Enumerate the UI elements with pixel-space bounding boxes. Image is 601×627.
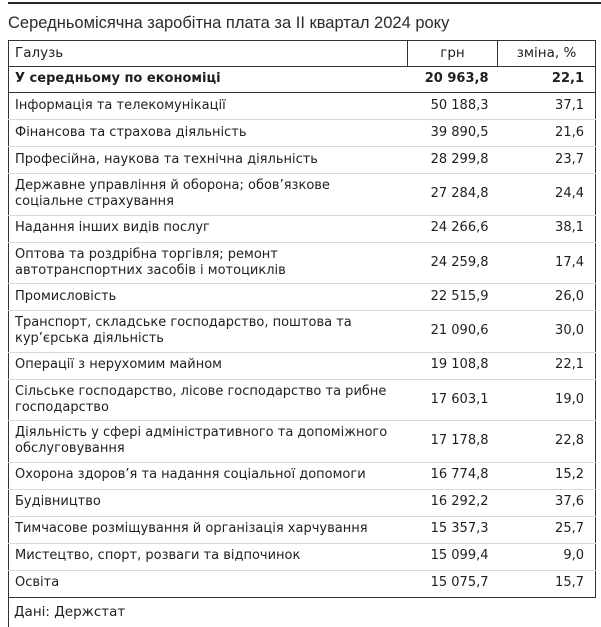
row-change: 24,4	[498, 174, 596, 216]
row-uah: 16 292,2	[408, 489, 498, 516]
row-change: 17,4	[498, 242, 596, 284]
row-uah: 15 099,4	[408, 543, 498, 570]
row-uah: 50 188,3	[430, 97, 489, 113]
column-header-change: зміна, %	[498, 41, 596, 67]
table-row	[9, 242, 596, 284]
row-uah: 22 515,9	[408, 284, 498, 311]
table-row	[9, 462, 596, 489]
table-header	[9, 41, 596, 67]
row-uah: 21 090,6	[408, 311, 498, 353]
row-change: 19,0	[498, 379, 596, 421]
table-row	[9, 352, 596, 379]
row-label: Інформація та телекомунікації	[15, 97, 226, 113]
row-change: 15,7	[498, 570, 596, 597]
row-uah: 15 357,3	[408, 516, 498, 543]
source-note: Дані: Держстат	[8, 598, 601, 627]
row-label: Охорона здоров’я та надання соціальної допомоги	[9, 462, 408, 489]
row-label: Професійна, наукова та технічна діяльність	[9, 147, 408, 174]
row-label: Тимчасове розміщування й організація харчування	[9, 516, 408, 543]
table-row	[9, 120, 596, 147]
row-uah: 39 890,5	[408, 120, 498, 147]
row-uah: 19 108,8	[408, 352, 498, 379]
table-row	[9, 570, 596, 597]
row-uah: 17 178,8	[408, 421, 498, 463]
row-uah: 24 266,6	[408, 215, 498, 242]
row-change: 30,0	[498, 311, 596, 353]
table-row	[9, 93, 596, 120]
row-label: Сільське господарство, лісове господарство та рибне господарство	[9, 379, 408, 421]
row-label: Операції з нерухомим майном	[9, 352, 408, 379]
summary-label: У середньому по економіці	[9, 67, 408, 93]
row-uah: 24 259,8	[408, 242, 498, 284]
salary-table	[8, 40, 596, 598]
row-label: Мистецтво, спорт, розваги та відпочинок	[9, 543, 408, 570]
row-change: 37,1	[555, 97, 584, 113]
column-header-industry: Галузь	[9, 41, 408, 67]
summary-uah: 20 963,8	[408, 67, 498, 93]
row-uah: 15 075,7	[408, 570, 498, 597]
column-header-uah: грн	[408, 41, 498, 67]
table-row	[9, 284, 596, 311]
row-label: Освіта	[9, 570, 408, 597]
summary-row	[9, 67, 596, 93]
row-change: 26,0	[498, 284, 596, 311]
table-row	[9, 489, 596, 516]
row-change: 15,2	[498, 462, 596, 489]
row-change: 9,0	[498, 543, 596, 570]
row-change: 22,8	[498, 421, 596, 463]
row-uah: 27 284,8	[408, 174, 498, 216]
row-label: Державне управління й оборона; обов’язкове соціальне страхування	[9, 174, 408, 216]
table-row	[9, 421, 596, 463]
row-uah: 16 774,8	[408, 462, 498, 489]
table-row	[9, 516, 596, 543]
table-row	[9, 147, 596, 174]
row-change: 25,7	[498, 516, 596, 543]
row-change: 37,6	[498, 489, 596, 516]
table-row	[9, 174, 596, 216]
row-change: 21,6	[498, 120, 596, 147]
table-row	[9, 311, 596, 353]
row-uah: 17 603,1	[408, 379, 498, 421]
row-uah: 28 299,8	[408, 147, 498, 174]
row-label: Промисловість	[9, 284, 408, 311]
top-divider	[8, 2, 601, 4]
row-label: Оптова та роздрібна торгівля; ремонт автотранспортних засобів і мотоциклів	[9, 242, 408, 284]
row-label: Фінансова та страхова діяльність	[9, 120, 408, 147]
row-label: Діяльність у сфері адміністративного та допоміжного обслуговування	[9, 421, 408, 463]
row-label: Транспорт, складське господарство, поштова та кур’єрська діяльність	[9, 311, 408, 353]
table-row	[9, 215, 596, 242]
table-row	[9, 379, 596, 421]
header-row	[9, 41, 596, 67]
row-change: 23,7	[498, 147, 596, 174]
row-change: 22,1	[498, 352, 596, 379]
row-label: Надання інших видів послуг	[9, 215, 408, 242]
page-title: Середньомісячна заробітна плата за ІІ квартал 2024 року	[8, 14, 450, 32]
summary-change: 22,1	[498, 67, 596, 93]
row-change: 38,1	[498, 215, 596, 242]
table-body	[9, 93, 596, 598]
table-row	[9, 543, 596, 570]
row-label: Будівництво	[9, 489, 408, 516]
